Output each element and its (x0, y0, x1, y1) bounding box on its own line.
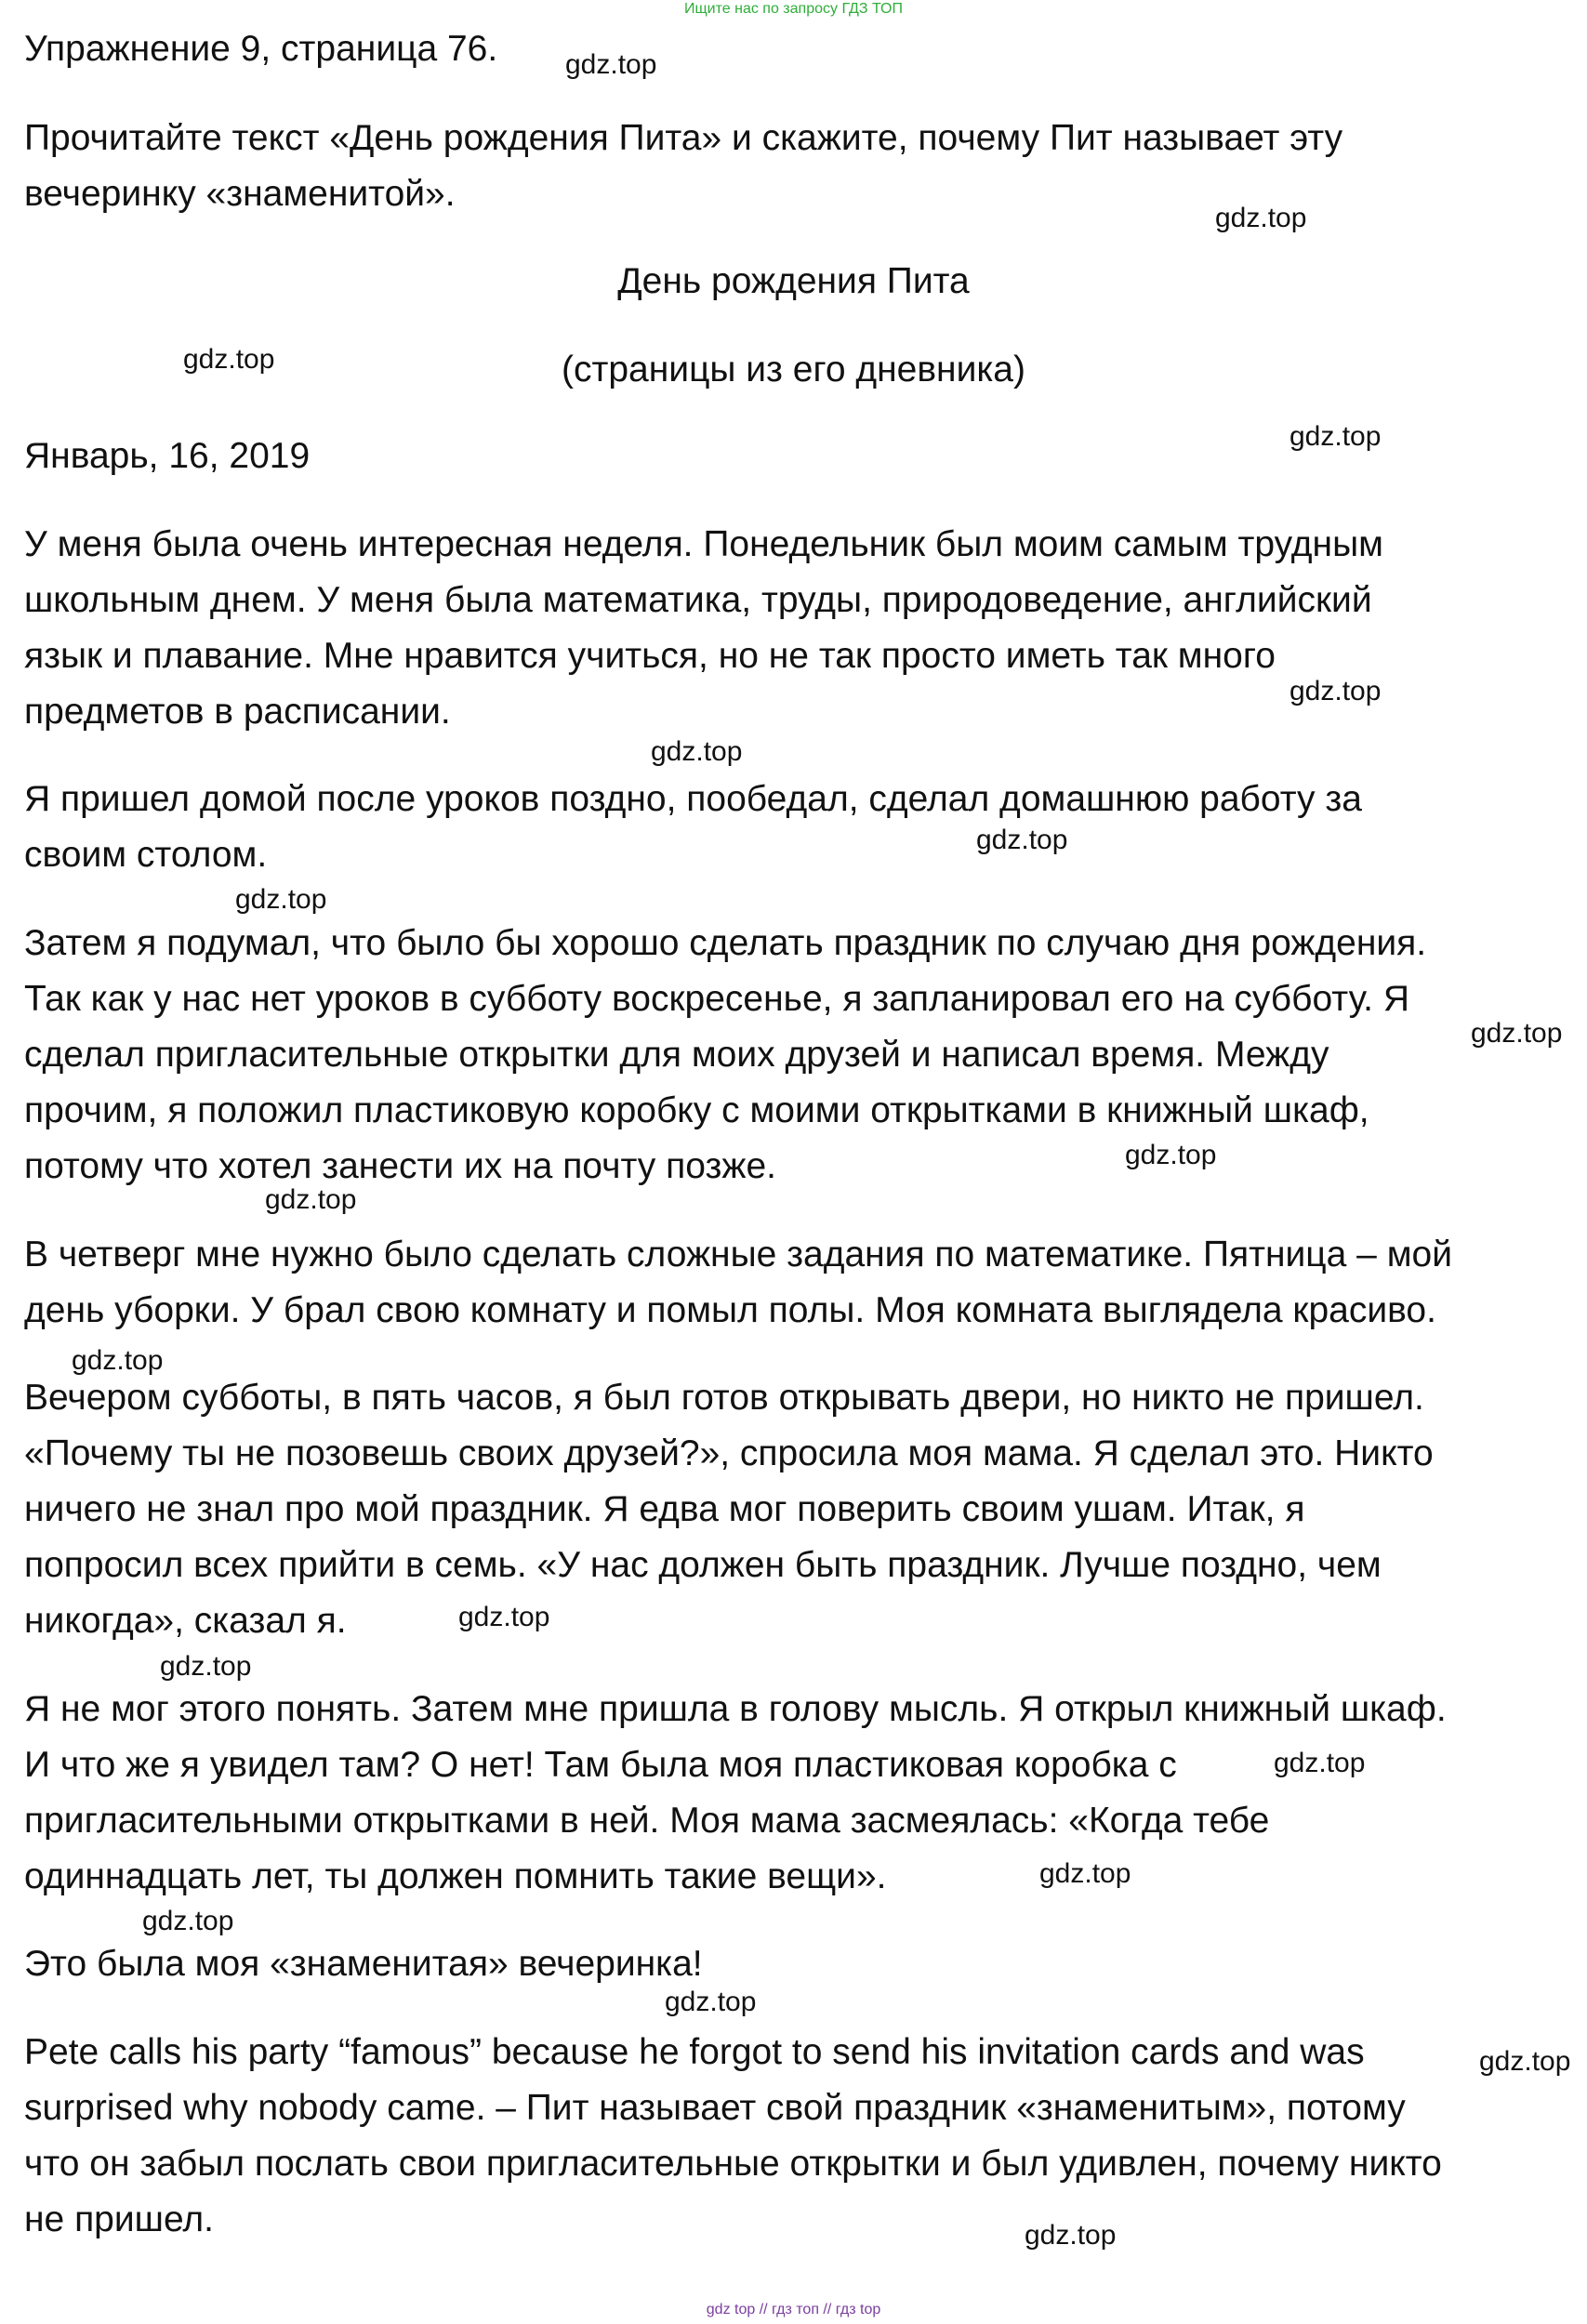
watermark: gdz.top (1274, 1748, 1366, 1778)
watermark: gdz.top (1025, 2220, 1117, 2251)
watermark: gdz.top (1479, 2046, 1571, 2077)
paragraph-3-line-2: Так как у нас нет уроков в субботу воскресенье, я запланировал его на субботу. Я (24, 979, 1410, 1019)
watermark: gdz.top (265, 1184, 357, 1215)
paragraph-3-line-3: сделал пригласительные открытки для моих друзей и написал время. Между (24, 1035, 1329, 1075)
paragraph-1-line-4: предметов в расписании. (24, 692, 451, 732)
paragraph-5-line-2: «Почему ты не позовешь своих друзей?», спросила моя мама. Я сделал это. Никто (24, 1433, 1434, 1473)
watermark: gdz.top (235, 884, 327, 915)
task-line-1: Прочитайте текст «День рождения Пита» и скажите, почему Пит называет эту (24, 118, 1343, 158)
answer-line-3: что он забыл послать свои пригласительные открытки и был удивлен, почему никто (24, 2144, 1442, 2184)
watermark: gdz.top (1289, 676, 1382, 706)
paragraph-5-line-4: попросил всех прийти в семь. «У нас должен быть праздник. Лучше поздно, чем (24, 1545, 1382, 1585)
story-date: Январь, 16, 2019 (24, 436, 311, 476)
watermark: gdz.top (142, 1906, 234, 1936)
paragraph-3-line-5: потому что хотел занести их на почту позже. (24, 1146, 776, 1186)
paragraph-1-line-3: язык и плавание. Мне нравится учиться, но не так просто иметь так много (24, 636, 1276, 676)
answer-line-2: surprised why nobody came. – Пит называет свой праздник «знаменитым», потому (24, 2088, 1406, 2128)
watermark: gdz.top (72, 1345, 164, 1376)
watermark: gdz.top (651, 736, 743, 767)
answer-line-4: не пришел. (24, 2199, 214, 2239)
paragraph-1-line-1: У меня была очень интересная неделя. Понедельник был моим самым трудным (24, 524, 1383, 564)
paragraph-7: Это была моя «знаменитая» вечеринка! (24, 1944, 703, 1984)
paragraph-5-line-1: Вечером субботы, в пять часов, я был готов открывать двери, но никто не пришел. (24, 1378, 1424, 1418)
paragraph-2-line-2: своим столом. (24, 835, 268, 875)
paragraph-6-line-2: И что же я увидел там? О нет! Там была моя пластиковая коробка с (24, 1745, 1177, 1785)
watermark: gdz.top (458, 1602, 550, 1632)
watermark: gdz.top (160, 1651, 252, 1682)
story-subtitle: (страницы из его дневника) (562, 350, 1025, 390)
watermark: gdz.top (976, 825, 1068, 855)
watermark: gdz.top (1215, 203, 1307, 233)
bottom-banner: gdz top // гдз топ // гдз top (706, 2302, 881, 2317)
paragraph-3-line-1: Затем я подумал, что было бы хорошо сделать праздник по случаю дня рождения. (24, 923, 1427, 963)
watermark: gdz.top (665, 1987, 757, 2017)
paragraph-2-line-1: Я пришел домой после уроков поздно, пообедал, сделал домашнюю работу за (24, 779, 1362, 819)
paragraph-6-line-3: пригласительными открытками в ней. Моя мама засмеялась: «Когда тебе (24, 1801, 1270, 1841)
paragraph-5-line-5: никогда», сказал я. (24, 1601, 347, 1641)
top-banner: Ищите нас по запросу ГДЗ ТОП (684, 1, 903, 17)
paragraph-6-line-4: одиннадцать лет, ты должен помнить такие вещи». (24, 1856, 887, 1896)
watermark: gdz.top (565, 49, 657, 80)
watermark: gdz.top (183, 344, 275, 375)
watermark: gdz.top (1289, 421, 1382, 452)
watermark: gdz.top (1125, 1140, 1217, 1170)
paragraph-5-line-3: ничего не знал про мой праздник. Я едва мог поверить своим ушам. Итак, я (24, 1489, 1305, 1529)
task-line-2: вечеринку «знаменитой». (24, 174, 456, 214)
paragraph-3-line-4: прочим, я положил пластиковую коробку с моими открытками в книжный шкаф, (24, 1090, 1369, 1130)
paragraph-6-line-1: Я не мог этого понять. Затем мне пришла в голову мысль. Я открыл книжный шкаф. (24, 1689, 1447, 1729)
story-title: День рождения Пита (617, 261, 970, 301)
watermark: gdz.top (1039, 1858, 1131, 1889)
paragraph-4-line-1: В четверг мне нужно было сделать сложные задания по математике. Пятница – мой (24, 1235, 1452, 1274)
exercise-title: Упражнение 9, страница 76. (24, 29, 498, 69)
answer-line-1: Pete calls his party “famous” because he forgot to send his invitation cards and was (24, 2032, 1365, 2072)
paragraph-1-line-2: школьным днем. У меня была математика, труды, природоведение, английский (24, 580, 1372, 620)
paragraph-4-line-2: день уборки. У брал свою комнату и помыл полы. Моя комната выглядела красиво. (24, 1290, 1436, 1330)
watermark: gdz.top (1471, 1018, 1563, 1049)
